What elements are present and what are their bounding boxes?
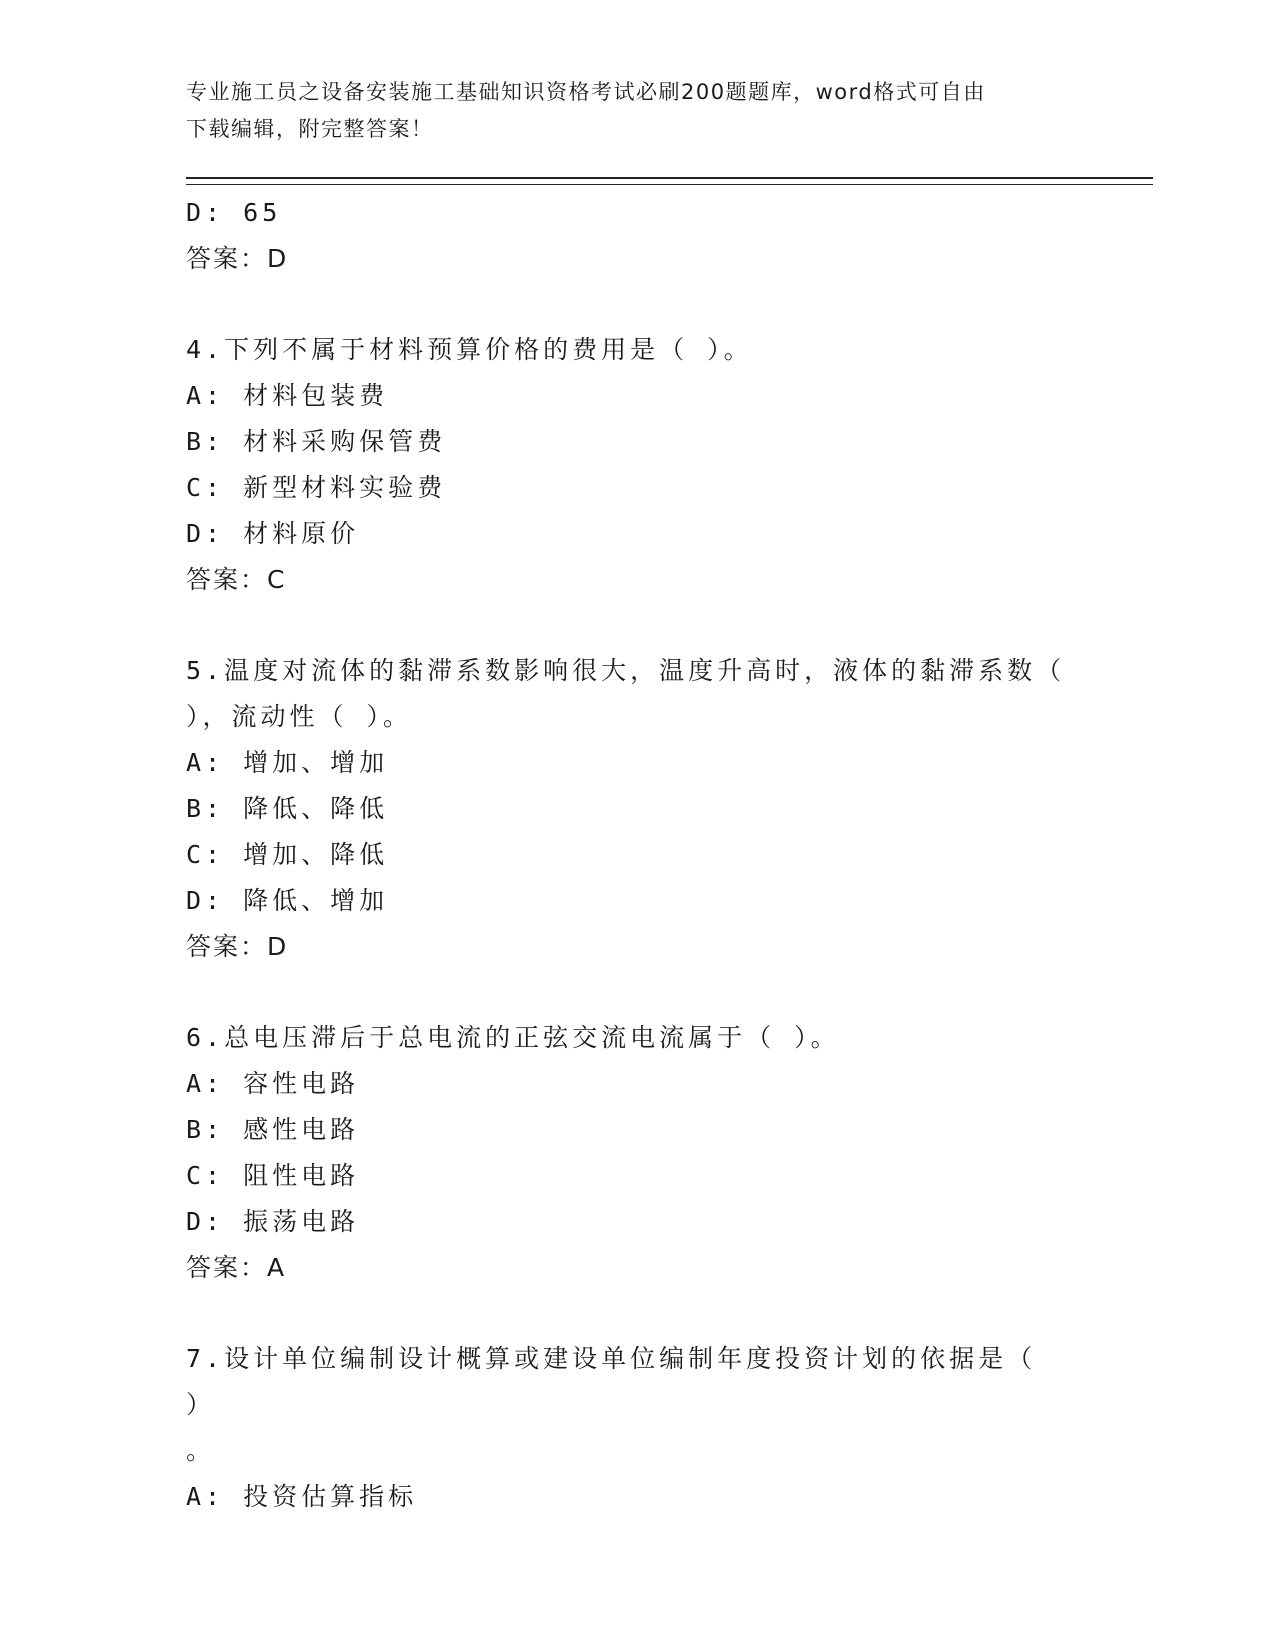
header-divider [186,177,1153,185]
header-line-2: 下载编辑，附完整答案！ [186,117,434,141]
question-stem-continued: 。 [186,1436,216,1465]
option-line: B: 材料采购保管费 [186,427,447,456]
answer-line: 答案：D [186,244,289,273]
option-line: A: 增加、增加 [186,748,389,777]
question-stem: 5.温度对流体的黏滞系数影响很大，温度升高时，液体的黏滞系数（ [186,656,1066,685]
question-block [186,648,1086,970]
answer-line: 答案：D [186,932,289,961]
option-line: D: 材料原价 [186,519,360,548]
question-stem: 4.下列不属于材料预算价格的费用是（ ）。 [186,335,753,364]
question-block [186,327,1086,603]
option-line: A: 材料包装费 [186,381,389,410]
answer-line: 答案：C [186,565,287,594]
option-line: C: 增加、降低 [186,840,389,869]
header-line-1: 专业施工员之设备安装施工基础知识资格考试必刷200题题库，word格式可自由 [186,80,986,104]
document-body [186,190,1086,1520]
option-line: D: 降低、增加 [186,886,389,915]
question-block [186,1336,1086,1520]
option-line: A: 容性电路 [186,1069,360,1098]
option-line: C: 新型材料实验费 [186,473,447,502]
document-header [186,74,1086,148]
option-line: A: 投资估算指标 [186,1482,418,1511]
question-stem: 7.设计单位编制设计概算或建设单位编制年度投资计划的依据是（ ） [186,1344,1037,1419]
answer-line: 答案：A [186,1253,287,1282]
question-block [186,1015,1086,1291]
option-line: B: 降低、降低 [186,794,389,823]
question-stem-continued: ），流动性（ ）。 [186,702,413,731]
option-line: B: 感性电路 [186,1115,360,1144]
option-line: C: 阻性电路 [186,1161,360,1190]
question-stem: 6.总电压滞后于总电流的正弦交流电流属于（ ）。 [186,1023,840,1052]
option-line: D: 65 [186,198,282,227]
option-line: D: 振荡电路 [186,1207,360,1236]
